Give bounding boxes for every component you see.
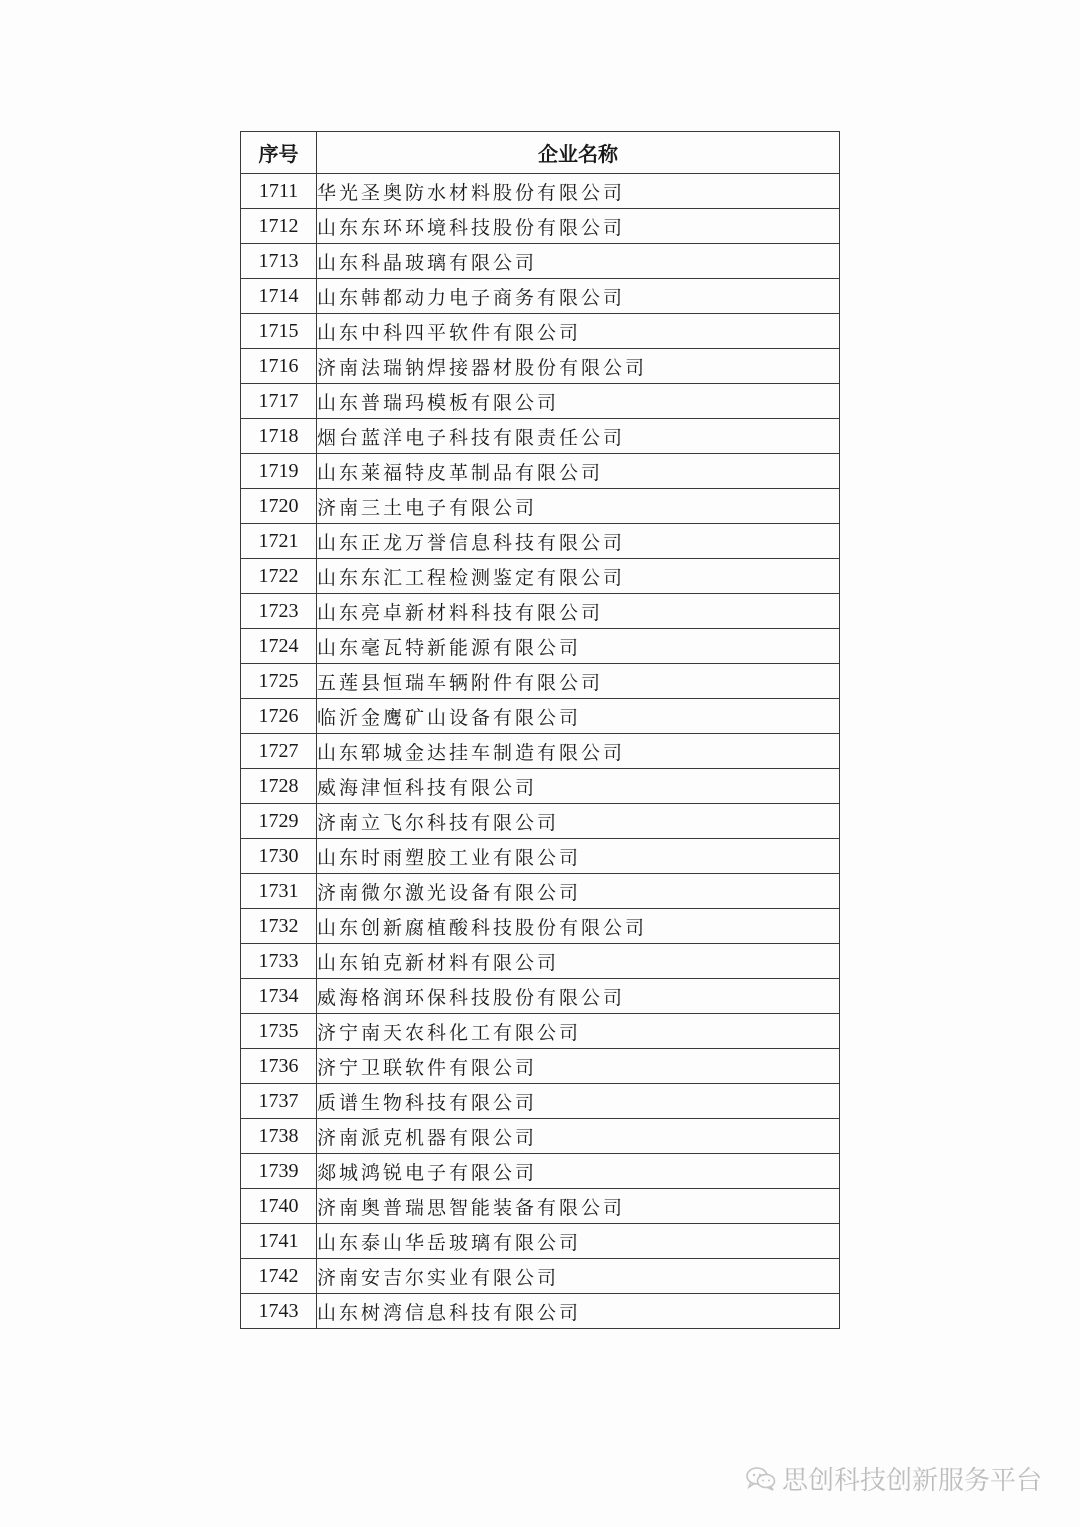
table-row xyxy=(241,699,840,734)
table-row xyxy=(241,1189,840,1224)
company-name-cell: 华光圣奥防水材料股份有限公司 xyxy=(317,174,840,209)
company-name-cell: 临沂金鹰矿山设备有限公司 xyxy=(317,699,840,734)
table-header-row xyxy=(241,132,840,174)
table-row xyxy=(241,804,840,839)
company-name-cell: 济南派克机器有限公司 xyxy=(317,1119,840,1154)
company-name-cell: 郯城鸿锐电子有限公司 xyxy=(317,1154,840,1189)
company-name-cell: 山东创新腐植酸科技股份有限公司 xyxy=(317,909,840,944)
table-row xyxy=(241,594,840,629)
table-row xyxy=(241,734,840,769)
serial-number-cell: 1739 xyxy=(241,1154,317,1189)
watermark-text: 思创科技创新服务平台 xyxy=(781,1466,1042,1496)
table-row xyxy=(241,454,840,489)
company-name-cell: 质谱生物科技有限公司 xyxy=(317,1084,840,1119)
table-row xyxy=(241,1084,840,1119)
table-row xyxy=(241,244,840,279)
serial-number-cell: 1725 xyxy=(241,664,317,699)
table-row xyxy=(241,979,840,1014)
wechat-icon xyxy=(746,1466,776,1492)
table-row xyxy=(241,174,840,209)
header-serial-number: 序号 xyxy=(241,132,317,174)
table-row xyxy=(241,559,840,594)
serial-number-cell: 1714 xyxy=(241,279,317,314)
serial-number-cell: 1734 xyxy=(241,979,317,1014)
serial-number-cell: 1721 xyxy=(241,524,317,559)
company-name-cell: 济南三土电子有限公司 xyxy=(317,489,840,524)
serial-number-cell: 1713 xyxy=(241,244,317,279)
company-name-cell: 山东正龙万誉信息科技有限公司 xyxy=(317,524,840,559)
company-name-cell: 山东泰山华岳玻璃有限公司 xyxy=(317,1224,840,1259)
company-name-cell: 山东普瑞玛模板有限公司 xyxy=(317,384,840,419)
table-row xyxy=(241,314,840,349)
serial-number-cell: 1729 xyxy=(241,804,317,839)
company-name-cell: 济南奥普瑞思智能装备有限公司 xyxy=(317,1189,840,1224)
company-name-cell: 山东莱福特皮革制品有限公司 xyxy=(317,454,840,489)
serial-number-cell: 1727 xyxy=(241,734,317,769)
watermark xyxy=(746,1460,1042,1497)
table-row xyxy=(241,1154,840,1189)
company-name-cell: 济南微尔激光设备有限公司 xyxy=(317,874,840,909)
serial-number-cell: 1712 xyxy=(241,209,317,244)
serial-number-cell: 1732 xyxy=(241,909,317,944)
serial-number-cell: 1738 xyxy=(241,1119,317,1154)
company-name-cell: 威海津恒科技有限公司 xyxy=(317,769,840,804)
table-row xyxy=(241,384,840,419)
table-row xyxy=(241,1119,840,1154)
serial-number-cell: 1735 xyxy=(241,1014,317,1049)
company-name-cell: 山东毫瓦特新能源有限公司 xyxy=(317,629,840,664)
table-row xyxy=(241,279,840,314)
company-name-cell: 济宁卫联软件有限公司 xyxy=(317,1049,840,1084)
table-row xyxy=(241,349,840,384)
table-body xyxy=(241,174,840,1329)
serial-number-cell: 1723 xyxy=(241,594,317,629)
serial-number-cell: 1718 xyxy=(241,419,317,454)
table-row xyxy=(241,944,840,979)
company-name-cell: 济南安吉尔实业有限公司 xyxy=(317,1259,840,1294)
serial-number-cell: 1733 xyxy=(241,944,317,979)
serial-number-cell: 1716 xyxy=(241,349,317,384)
table-row xyxy=(241,664,840,699)
serial-number-cell: 1720 xyxy=(241,489,317,524)
table-row xyxy=(241,419,840,454)
header-company-name: 企业名称 xyxy=(317,132,840,174)
company-name-cell: 山东韩都动力电子商务有限公司 xyxy=(317,279,840,314)
company-name-cell: 山东科晶玻璃有限公司 xyxy=(317,244,840,279)
company-name-cell: 山东中科四平软件有限公司 xyxy=(317,314,840,349)
company-name-cell: 山东东环环境科技股份有限公司 xyxy=(317,209,840,244)
company-list-table xyxy=(240,131,840,1329)
serial-number-cell: 1743 xyxy=(241,1294,317,1329)
company-name-cell: 五莲县恒瑞车辆附件有限公司 xyxy=(317,664,840,699)
serial-number-cell: 1715 xyxy=(241,314,317,349)
serial-number-cell: 1717 xyxy=(241,384,317,419)
company-name-cell: 济南立飞尔科技有限公司 xyxy=(317,804,840,839)
company-name-cell: 山东亮卓新材料科技有限公司 xyxy=(317,594,840,629)
company-name-cell: 威海格润环保科技股份有限公司 xyxy=(317,979,840,1014)
table-row xyxy=(241,1224,840,1259)
table-row xyxy=(241,839,840,874)
company-name-cell: 烟台蓝洋电子科技有限责任公司 xyxy=(317,419,840,454)
table-row xyxy=(241,769,840,804)
serial-number-cell: 1726 xyxy=(241,699,317,734)
serial-number-cell: 1724 xyxy=(241,629,317,664)
serial-number-cell: 1711 xyxy=(241,174,317,209)
table-row xyxy=(241,629,840,664)
table-row xyxy=(241,209,840,244)
serial-number-cell: 1722 xyxy=(241,559,317,594)
table-row xyxy=(241,909,840,944)
serial-number-cell: 1736 xyxy=(241,1049,317,1084)
serial-number-cell: 1731 xyxy=(241,874,317,909)
serial-number-cell: 1730 xyxy=(241,839,317,874)
company-name-cell: 山东树湾信息科技有限公司 xyxy=(317,1294,840,1329)
table-row xyxy=(241,1014,840,1049)
serial-number-cell: 1742 xyxy=(241,1259,317,1294)
table-row xyxy=(241,1049,840,1084)
table-row xyxy=(241,1294,840,1329)
serial-number-cell: 1719 xyxy=(241,454,317,489)
table-row xyxy=(241,524,840,559)
company-name-cell: 山东时雨塑胶工业有限公司 xyxy=(317,839,840,874)
company-name-cell: 山东郓城金达挂车制造有限公司 xyxy=(317,734,840,769)
table-row xyxy=(241,874,840,909)
company-name-cell: 济宁南天农科化工有限公司 xyxy=(317,1014,840,1049)
serial-number-cell: 1740 xyxy=(241,1189,317,1224)
company-name-cell: 济南法瑞钠焊接器材股份有限公司 xyxy=(317,349,840,384)
serial-number-cell: 1728 xyxy=(241,769,317,804)
table-row xyxy=(241,1259,840,1294)
table-row xyxy=(241,489,840,524)
serial-number-cell: 1737 xyxy=(241,1084,317,1119)
company-name-cell: 山东东汇工程检测鉴定有限公司 xyxy=(317,559,840,594)
serial-number-cell: 1741 xyxy=(241,1224,317,1259)
company-name-cell: 山东铂克新材料有限公司 xyxy=(317,944,840,979)
